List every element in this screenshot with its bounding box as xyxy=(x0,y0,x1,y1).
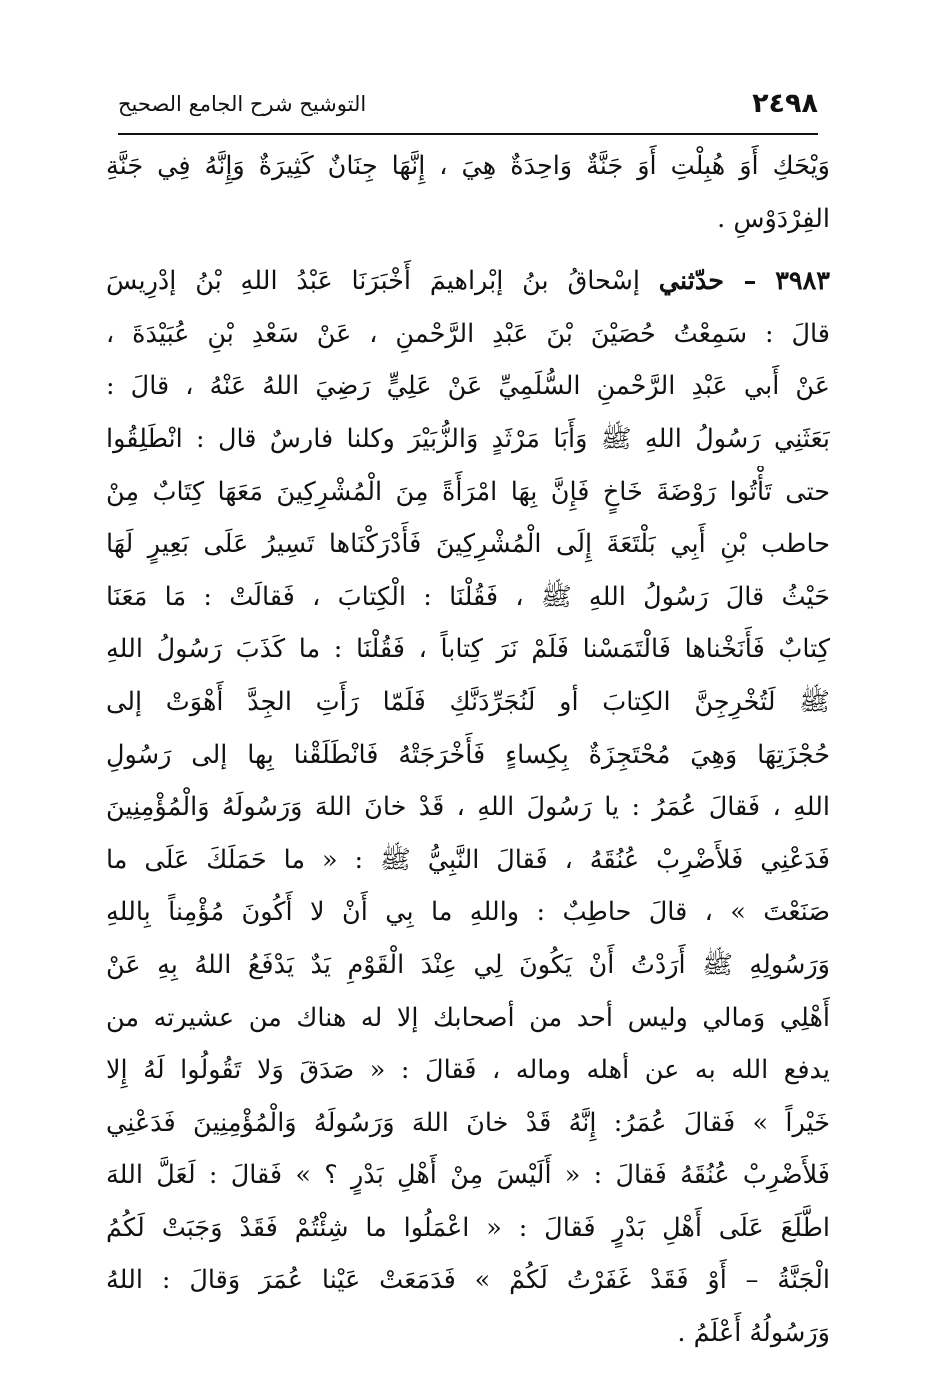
text-line: حاطب بْنِ أَبِي بَلْتَعَةَ إِلَى الْمُشْرِكِينَ فَأَدْرَكْنَاها تَسِيرُ عَلَى بَعِيرٍ لَهَا xyxy=(106,529,830,560)
text-line: حتى تَأْتُوا رَوْضَةَ خَاخٍ فَإِنَّ بِهَا امْرَأَةً مِنَ الْمُشْرِكِينَ مَعَهَا كِتَابٌ مِنْ xyxy=(106,476,830,507)
text-line: وَيْحَكِ أَوَ هُبِلْتِ أَوَ جَنَّةٌ وَاحِدَةٌ هِيَ ، إِنَّهَا جِنَانٌ كَثِيرَةٌ وَإِنَّهُ فِي جَنَّةِ xyxy=(106,151,830,181)
text-line: الْجَنَّةُ – أَوْ فَقَدْ غَفَرْتُ لَكُمْ » فَدَمَعَتْ عَيْنا عُمَرَ وَقالَ : اللهُ xyxy=(106,1265,830,1296)
header-rule xyxy=(118,133,818,135)
text-line: فَدَعْنِي فَلأَضْرِبْ عُنُقَهُ ، فَقالَ النَّبِيُّ ﷺ : « ما حَمَلَكَ عَلَى ما xyxy=(106,844,830,875)
hadith-first-line-text: إسْحاقُ بنُ إبْراهيمَ أَخْبَرَنَا عَبْدُ اللهِ بْنُ إدْرِيسَ xyxy=(106,266,640,297)
text-line: اطَّلَعَ عَلَى أَهْلِ بَدْرٍ فَقالَ : « اعْمَلُوا ما شِئْتُمْ فَقَدْ وَجَبَتْ لَكُمُ xyxy=(106,1212,830,1243)
text-line: خَيْراً » فَقالَ عُمَرُ: إِنَّهُ قَدْ خانَ اللهَ وَرَسُولَهُ وَالْمُؤْمِنِينَ فَدَعْنِي xyxy=(106,1107,830,1138)
paragraph-gap xyxy=(106,245,830,255)
text-line: وَرَسُولُهُ أَعْلَمُ . xyxy=(677,1318,830,1349)
hadith-lead: – حدّثني xyxy=(658,266,757,297)
text-line: صَنَعْتَ » ، قالَ حاطِبٌ : واللهِ ما بِي أَنْ لا أَكُونَ مُؤْمِناً بِاللهِ xyxy=(106,897,830,928)
hadith-number: ٣٩٨٣ xyxy=(775,266,830,297)
text-line: بَعَثَنِي رَسُولُ اللهِ ﷺ وَأَبَا مَرْثَدٍ وَالزُّبَيْرَ وكلنا فارسٌ قال : انْطَلِقُوا xyxy=(106,423,830,454)
hadith-first-line xyxy=(106,255,830,308)
text-line: حُجْزَتِهَا وَهِيَ مُحْتَجِزَةٌ بِكِساءٍ فَأَخْرَجَتْهُ فَانْطَلَقْنا بِها إلى رَسُولِ xyxy=(106,739,830,770)
text-line: عَنْ أَبي عَبْدِ الرَّحْمنِ السُّلَمِيِّ عَنْ عَلِيٍّ رَضِيَ اللهُ عَنْهُ ، قالَ : xyxy=(106,371,830,402)
text-line: قالَ : سَمِعْتُ حُصَيْنَ بْنَ عَبْدِ الرَّحْمنِ ، عَنْ سَعْدِ بْنِ عُبَيْدَةَ ، xyxy=(106,318,830,349)
text-line: فَلأَضْرِبْ عُنُقَهُ فَقالَ : « أَلَيْسَ مِنْ أَهْلِ بَدْرٍ ؟ » فَقالَ : لَعَلَّ اللهَ xyxy=(106,1160,830,1191)
body-text xyxy=(106,140,830,1360)
text-line: كِتابٌ فَأَنَخْناها فَالْتَمَسْنا فَلَمْ نَرَ كِتاباً ، فَقُلْنَا : ما كَذَبَ رَسُولُ اللهِ xyxy=(106,634,830,665)
book-title: التوشيح شرح الجامع الصحيح xyxy=(118,92,367,116)
page-number: ٢٤٩٨ xyxy=(752,88,818,119)
running-header xyxy=(118,86,818,126)
text-line: أَهْلِي وَمالي وليس أحد من أصحابك إلا له هناك من عشيرته من xyxy=(106,1002,830,1033)
text-line: وَرَسُولِهِ ﷺ أَرَدْتُ أَنْ يَكُونَ لِي عِنْدَ الْقَوْمِ يَدٌ يَدْفَعُ اللهُ بِهِ عَنْ xyxy=(106,949,830,980)
text-line: الفِرْدَوْسِ . xyxy=(717,203,830,234)
text-line: ﷺ لَتُخْرِجِنَّ الكِتابَ أو لَنُجَرِّدَنَّكِ فَلَمّا رَأَتِ الجِدَّ أَهْوَتْ إلى xyxy=(106,686,830,717)
text-line: حَيْثُ قالَ رَسُولُ اللهِ ﷺ ، فَقُلْنَا : الْكِتابَ ، فَقالَتْ : مَا مَعَنَا xyxy=(106,581,830,612)
text-line: يدفع الله به عن أهله وماله ، فَقالَ : « صَدَقَ وَلا تَقُولُوا لَهُ إِلا xyxy=(106,1055,830,1086)
text-line: اللهِ ، فَقالَ عُمَرُ : يا رَسُولَ اللهِ ، قَدْ خانَ اللهَ وَرَسُولَهُ وَالْمُؤْمِنِينَ xyxy=(106,792,830,823)
